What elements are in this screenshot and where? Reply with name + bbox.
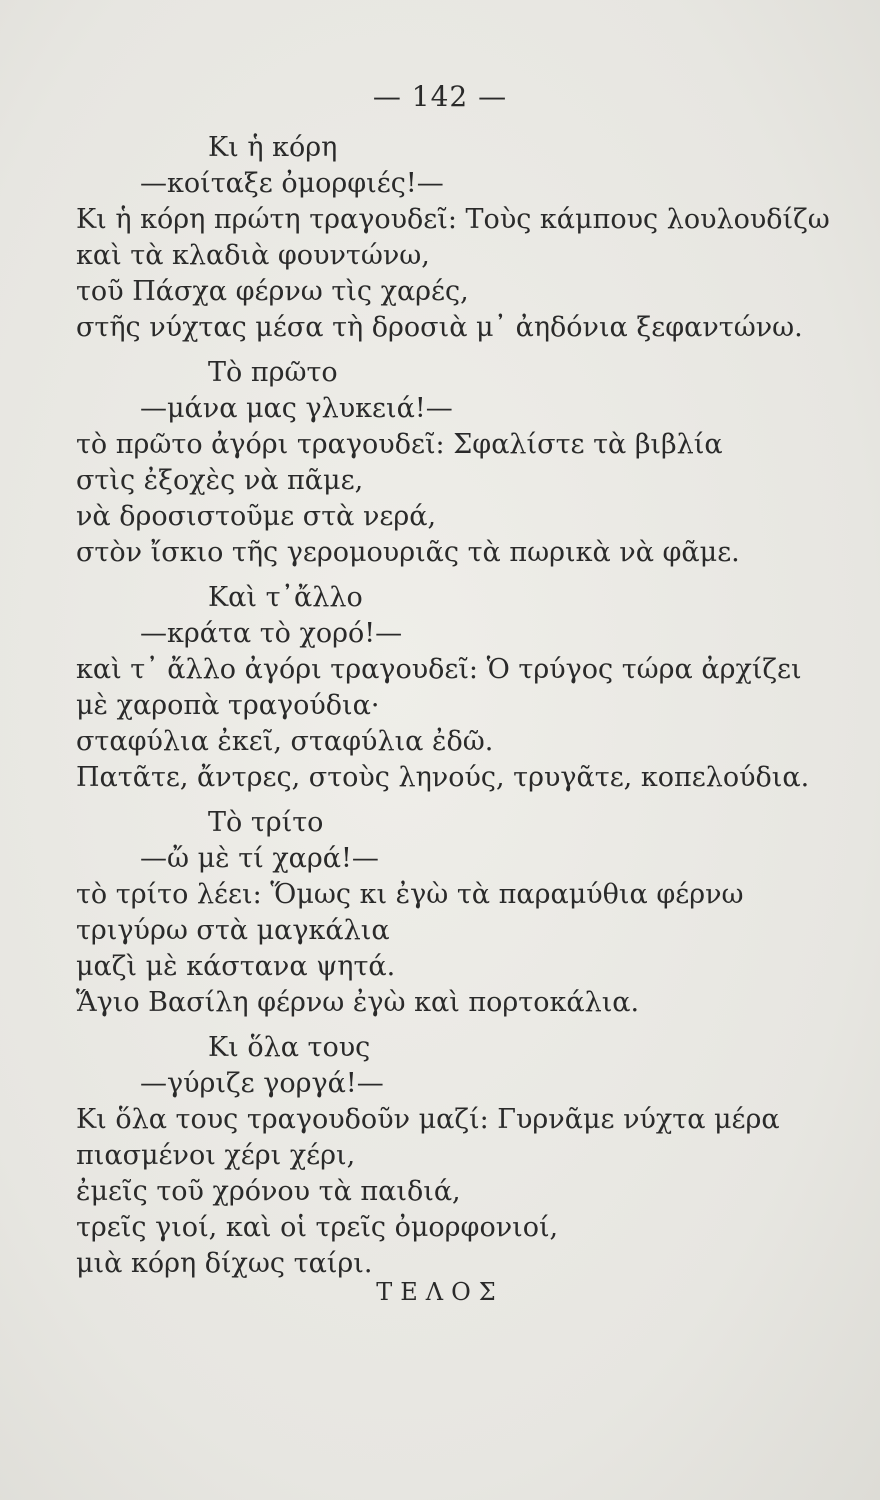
verse-line: τρεῖς γιοί, καὶ οἱ τρεῖς ὀμορφονιοί,	[76, 1212, 559, 1243]
verse-line: στῆς νύχτας μέσα τὴ δροσιὰ μ᾽ ἀηδόνια ξεφαντώνω.	[76, 312, 803, 343]
stanza-refrain: —μάνα μας γλυκειά!—	[140, 393, 453, 424]
stanza-3	[76, 580, 836, 796]
verse-line: τὸ πρῶτο ἀγόρι τραγουδεῖ: Σφαλίστε τὰ βιβλία	[76, 429, 723, 460]
stanza-5	[76, 1030, 836, 1282]
verse-line: τριγύρω στὰ μαγκάλια	[76, 915, 390, 946]
stanza-refrain: —ὤ μὲ τί χαρά!—	[140, 843, 379, 874]
verse-line: στὸν ἴσκιο τῆς γερομουριᾶς τὰ πωρικὰ νὰ φᾶμε.	[76, 537, 740, 568]
verse-line: μὲ χαροπὰ τραγούδια·	[76, 690, 380, 721]
verse-line: τὸ τρίτο λέει: Ὅμως κι ἐγὼ τὰ παραμύθια φέρνω	[76, 879, 744, 910]
verse-line: ἐμεῖς τοῦ χρόνου τὰ παιδιά,	[76, 1176, 461, 1207]
verse-line: πιασμένοι χέρι χέρι,	[76, 1140, 356, 1171]
stanza-heading: Κι ὅλα τους	[208, 1032, 371, 1063]
verse-line: μιὰ κόρη δίχως ταίρι.	[76, 1248, 373, 1279]
verse-line: μαζὶ μὲ κάστανα ψητά.	[76, 951, 396, 982]
end-mark: ΤΕΛΟΣ	[376, 1278, 504, 1306]
verse-line: σταφύλια ἐκεῖ, σταφύλια ἐδῶ.	[76, 726, 494, 757]
stanza-4	[76, 805, 836, 1021]
verse-line: στὶς ἐξοχὲς νὰ πᾶμε,	[76, 465, 364, 496]
stanza-heading: Καὶ τ᾽ἄλλο	[208, 582, 363, 613]
page-number: — 142 —	[372, 80, 508, 113]
verse-line: καὶ τὰ κλαδιὰ φουντώνω,	[76, 240, 430, 271]
verse-line: καὶ τ᾽ ἄλλο ἀγόρι τραγουδεῖ: Ὁ τρύγος τώρα ἀρχίζει	[76, 654, 802, 685]
stanza-2	[76, 355, 836, 571]
stanza-heading: Κι ἡ κόρη	[208, 132, 338, 163]
verse-line: τοῦ Πάσχα φέρνω τὶς χαρές,	[76, 276, 469, 307]
stanza-refrain: —κράτα τὸ χορό!—	[140, 618, 403, 649]
stanza-heading: Τὸ πρῶτο	[208, 357, 338, 388]
stanza-refrain: —κοίταξε ὀμορφιές!—	[140, 168, 444, 199]
verse-line: νὰ δροσιστοῦμε στὰ νερά,	[76, 501, 437, 532]
verse-line: Ἅγιο Βασίλη φέρνω ἐγὼ καὶ πορτοκάλια.	[76, 987, 640, 1018]
stanza-refrain: —γύριζε γοργά!—	[140, 1068, 384, 1099]
verse-line: Κι ἡ κόρη πρώτη τραγουδεῖ: Τοὺς κάμπους λουλουδίζω	[76, 204, 830, 235]
verse-line: Πατᾶτε, ἄντρες, στοὺς ληνούς, τρυγᾶτε, κοπελούδια.	[76, 762, 810, 793]
verse-line: Κι ὅλα τους τραγουδοῦν μαζί: Γυρνᾶμε νύχτα μέρα	[76, 1104, 780, 1135]
stanza-1	[76, 130, 836, 346]
stanza-heading: Τὸ τρίτο	[208, 807, 324, 838]
